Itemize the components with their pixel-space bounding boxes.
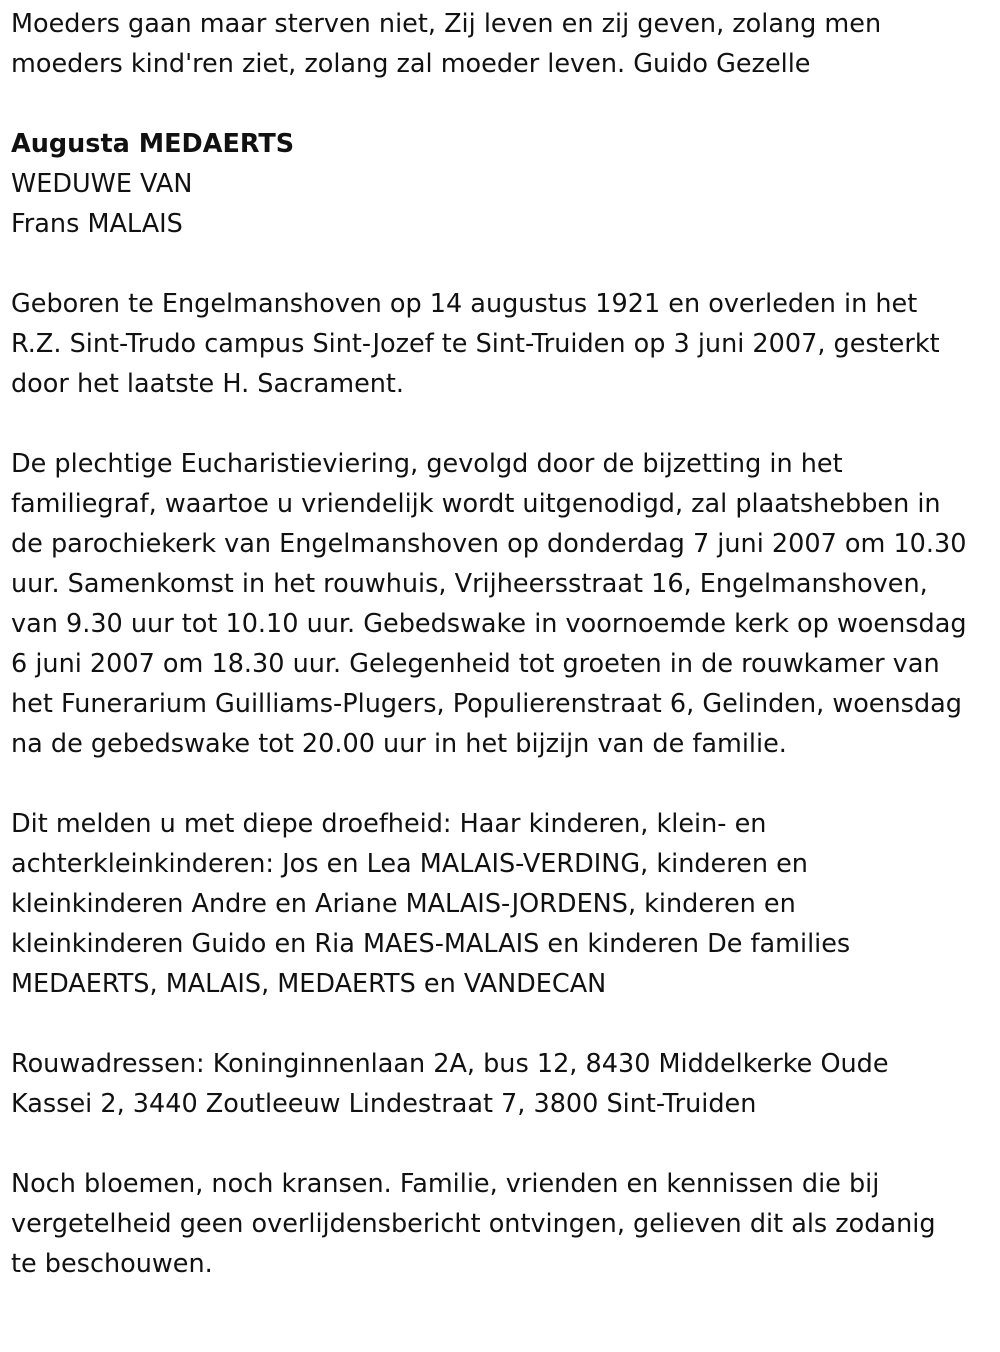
quote-paragraph: Moeders gaan maar sterven niet, Zij leven en zij geven, zolang men moeders kind'ren ziet, zolang zal moeder leven. Guido Gezelle: [11, 9, 882, 79]
flowers-paragraph: Noch bloemen, noch kransen. Familie, vrienden en kennissen die bij vergetelheid geen overlijdensbericht ontvingen, gelieven dit als zodanig te beschouwen.: [11, 1169, 936, 1279]
deceased-name: Augusta MEDAERTS: [11, 129, 295, 159]
ceremony-paragraph: De plechtige Eucharistieviering, gevolgd door de bijzetting in het familiegraf, waartoe u vriendelijk wordt uitgenodigd, zal plaatshebben in de parochiekerk van Engelmanshoven op donderdag 7 juni 2007 om 10.30 uur. Samenkomst in het rouwhuis, Vrijheersstraat 16, Engelmanshoven, van 9.30 uur tot 10.10 uur. Gebedswake in voornoemde kerk op woensdag 6 juni 2007 om 18.30 uur. Gelegenheid tot groeten in de rouwkamer van het Funerarium Guilliams-Plugers, Populierenstraat 6, Gelinden, woensdag na de gebedswake tot 20.00 uur in het bijzijn van de familie.: [11, 449, 967, 759]
addresses-paragraph: Rouwadressen: Koninginnenlaan 2A, bus 12, 8430 Middelkerke Oude Kassei 2, 3440 Zoutleeuw Lindestraat 7, 3800 Sint-Truiden: [11, 1049, 889, 1119]
birth-death-paragraph: Geboren te Engelmanshoven op 14 augustus 1921 en overleden in het R.Z. Sint-Trudo campus Sint-Jozef te Sint-Truiden op 3 juni 2007, gesterkt door het laatste H. Sacrament.: [11, 289, 940, 399]
family-paragraph: Dit melden u met diepe droefheid: Haar kinderen, klein- en achterkleinkinderen: Jos en Lea MALAIS-VERDING, kinderen en kleinkinderen Andre en Ariane MALAIS-JORDENS, kinderen en kleinkinderen Guido en Ria MAES-MALAIS en kinderen De families MEDAERTS, MALAIS, MEDAERTS en VANDECAN: [11, 809, 851, 999]
spouse-name: Frans MALAIS: [11, 209, 183, 239]
relation-label: WEDUWE VAN: [11, 169, 193, 199]
